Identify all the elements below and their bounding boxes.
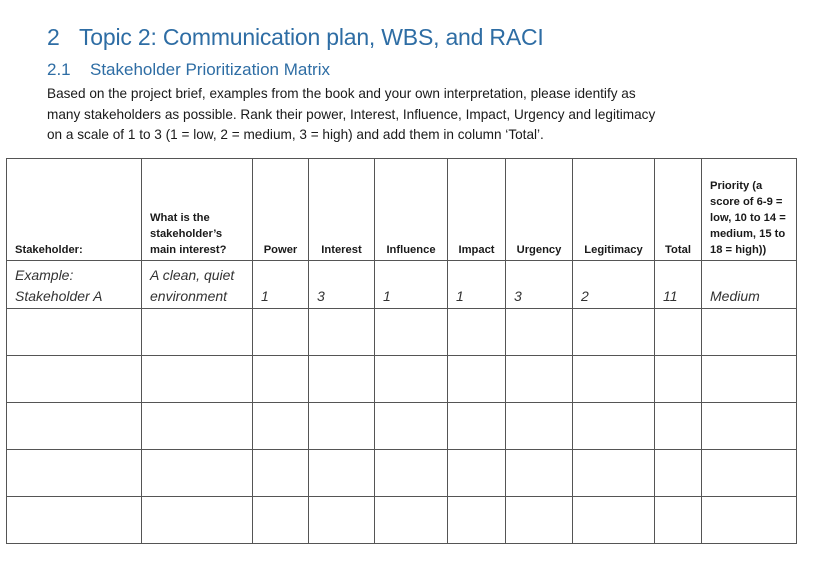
table-cell[interactable] [253, 497, 309, 544]
table-row [7, 403, 797, 450]
empty-rows [7, 309, 797, 544]
table-cell[interactable] [655, 497, 702, 544]
table-cell[interactable] [506, 309, 573, 356]
header-total: Total [655, 159, 702, 261]
table-cell[interactable] [448, 497, 506, 544]
table-cell[interactable] [309, 309, 375, 356]
table-cell[interactable] [375, 450, 448, 497]
table-cell[interactable] [142, 450, 253, 497]
cell-main-interest[interactable]: A clean, quiet environment [142, 261, 253, 309]
intro-line: Based on the project brief, examples from the book and your own interpretation, please identify as [47, 86, 636, 101]
table-cell[interactable] [375, 497, 448, 544]
header-priority: Priority (a score of 6-9 = low, 10 to 14 = medium, 15 to 18 = high)) [702, 159, 797, 261]
header-impact: Impact [448, 159, 506, 261]
table-cell[interactable] [702, 309, 797, 356]
table-cell[interactable] [655, 450, 702, 497]
table-cell[interactable] [448, 450, 506, 497]
table-cell[interactable] [7, 309, 142, 356]
table-cell[interactable] [375, 309, 448, 356]
table-row [7, 450, 797, 497]
table-cell[interactable] [506, 356, 573, 403]
table-cell[interactable] [142, 356, 253, 403]
table-cell[interactable] [142, 497, 253, 544]
cell-impact[interactable]: 1 [448, 261, 506, 309]
cell-total[interactable]: 11 [655, 261, 702, 309]
cell-power[interactable]: 1 [253, 261, 309, 309]
stakeholder-matrix-table [6, 158, 797, 544]
header-legitimacy: Legitimacy [573, 159, 655, 261]
table-cell[interactable] [253, 309, 309, 356]
header-influence: Influence [375, 159, 448, 261]
table-cell[interactable] [253, 356, 309, 403]
table-cell[interactable] [309, 403, 375, 450]
table-cell[interactable] [702, 356, 797, 403]
table-cell[interactable] [7, 356, 142, 403]
intro-line: on a scale of 1 to 3 (1 = low, 2 = medium, 3 = high) and add them in column ‘Total’. [47, 127, 544, 142]
cell-priority[interactable]: Medium [702, 261, 797, 309]
subsection-heading [47, 60, 330, 80]
table-cell[interactable] [702, 497, 797, 544]
table-cell[interactable] [506, 497, 573, 544]
intro-paragraph [47, 84, 747, 146]
table-cell[interactable] [448, 356, 506, 403]
table-cell[interactable] [309, 356, 375, 403]
table-row [7, 356, 797, 403]
table-header-row [7, 159, 797, 261]
table-row-example [7, 261, 797, 309]
table-cell[interactable] [309, 497, 375, 544]
table-cell[interactable] [448, 309, 506, 356]
table-cell[interactable] [309, 450, 375, 497]
header-main-interest: What is the stakeholder’s main interest? [142, 159, 253, 261]
section-number: 2 [47, 24, 60, 50]
table-cell[interactable] [7, 450, 142, 497]
table-row [7, 309, 797, 356]
section-heading [47, 24, 544, 51]
table-cell[interactable] [7, 403, 142, 450]
table-cell[interactable] [448, 403, 506, 450]
cell-interest[interactable]: 3 [309, 261, 375, 309]
header-power: Power [253, 159, 309, 261]
table-cell[interactable] [702, 403, 797, 450]
table-cell[interactable] [7, 497, 142, 544]
table-cell[interactable] [375, 403, 448, 450]
table-cell[interactable] [573, 356, 655, 403]
intro-line: many stakeholders as possible. Rank their power, Interest, Influence, Impact, Urgency and legitimacy [47, 106, 656, 122]
table-cell[interactable] [506, 403, 573, 450]
cell-legitimacy[interactable]: 2 [573, 261, 655, 309]
table-cell[interactable] [253, 403, 309, 450]
table-cell[interactable] [573, 403, 655, 450]
section-title: Topic 2: Communication plan, WBS, and RACI [79, 24, 544, 50]
table-cell[interactable] [573, 497, 655, 544]
table-cell[interactable] [142, 403, 253, 450]
table-cell[interactable] [655, 403, 702, 450]
subsection-number: 2.1 [47, 60, 71, 79]
table-cell[interactable] [375, 356, 448, 403]
table-cell[interactable] [253, 450, 309, 497]
subsection-title: Stakeholder Prioritization Matrix [90, 60, 330, 79]
cell-urgency[interactable]: 3 [506, 261, 573, 309]
cell-stakeholder[interactable]: Example: Stakeholder A [7, 261, 142, 309]
table-cell[interactable] [655, 309, 702, 356]
table-row [7, 497, 797, 544]
table-cell[interactable] [702, 450, 797, 497]
header-stakeholder: Stakeholder: [7, 159, 142, 261]
table-cell[interactable] [573, 450, 655, 497]
table-cell[interactable] [573, 309, 655, 356]
header-interest: Interest [309, 159, 375, 261]
header-urgency: Urgency [506, 159, 573, 261]
cell-influence[interactable]: 1 [375, 261, 448, 309]
table-cell[interactable] [142, 309, 253, 356]
table-cell[interactable] [655, 356, 702, 403]
table-cell[interactable] [506, 450, 573, 497]
